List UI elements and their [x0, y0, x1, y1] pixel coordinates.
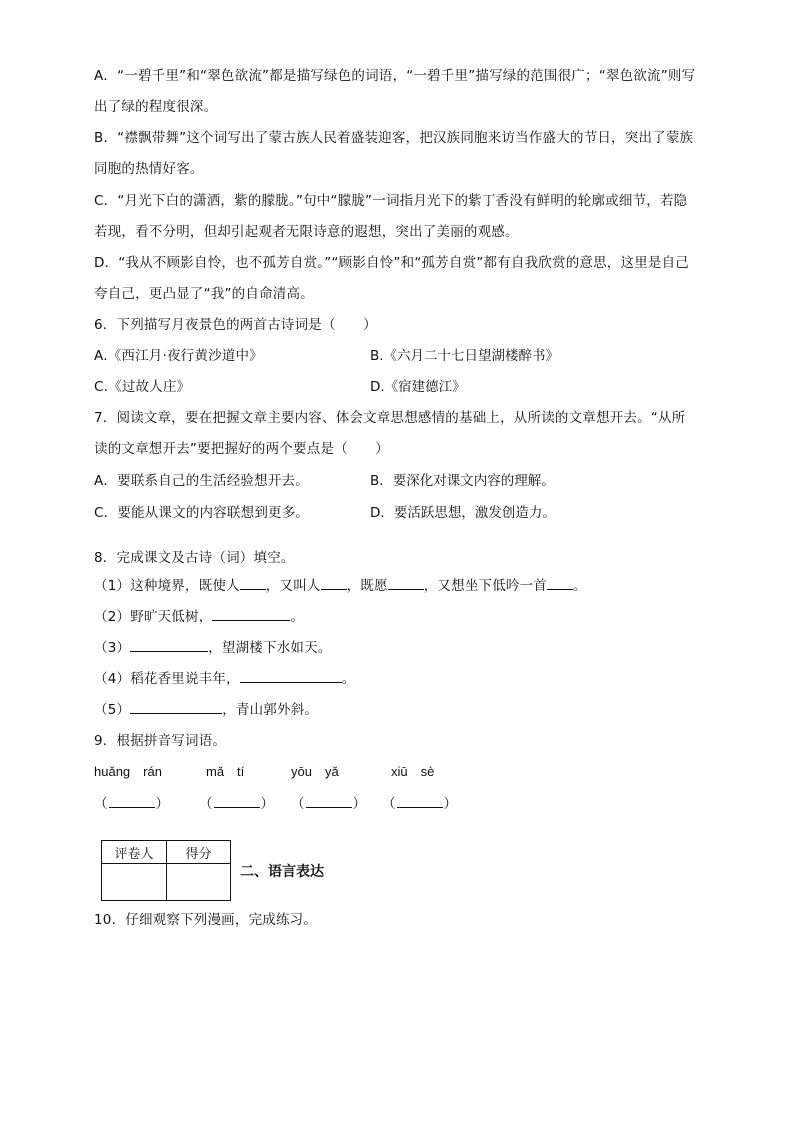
- score-table-score-cell[interactable]: [167, 864, 231, 901]
- q5-option-b-line2: 同胞的热情好客。: [94, 161, 204, 177]
- q8-item-1: [94, 576, 587, 596]
- q9-answer-2[interactable]: [199, 794, 274, 814]
- q8-item-2-blank[interactable]: [212, 608, 290, 621]
- q9-pinyin-row: [94, 762, 514, 782]
- score-table: [101, 840, 231, 901]
- q8-item-5-text-b: ，青山郭外斜。: [222, 702, 319, 718]
- q8-item-2: [94, 607, 304, 627]
- paren-close: ）: [352, 796, 366, 812]
- score-table-grader-cell[interactable]: [102, 864, 167, 901]
- q8-item-1-blank-2[interactable]: [321, 577, 347, 590]
- q8-item-1-text-b: ，又叫人: [265, 578, 321, 594]
- q9-answer-4[interactable]: [382, 794, 457, 814]
- q9-answer-row: [94, 794, 514, 814]
- q7-option-a: A．要联系自己的生活经验想开去。: [94, 473, 309, 489]
- q8-item-5-blank[interactable]: [130, 701, 222, 714]
- q5-option-c-line1: C．“月光下白的潇洒，紫的朦胧。”句中“朦胧”一词指月光下的紫丁香没有鲜明的轮廓或细节，若隐: [94, 193, 688, 209]
- answer-blank[interactable]: [397, 795, 443, 808]
- q8-item-4: [94, 669, 356, 689]
- q5-option-c-line2: 若现，看不分明，但却引起观者无限诗意的遐想，突出了美丽的观感。: [94, 224, 519, 240]
- q7-option-b: B．要深化对课文内容的理解。: [370, 473, 555, 489]
- answer-blank[interactable]: [109, 795, 155, 808]
- q8-item-5: [94, 700, 318, 720]
- q8-item-3-text-b: ，望湖楼下水如天。: [208, 640, 332, 656]
- paren-open: （: [94, 796, 108, 812]
- q8-item-3-text-a: （3）: [94, 640, 131, 656]
- q5-option-a-line2: 出了绿的程度很深。: [94, 99, 218, 115]
- paren-open: （: [382, 796, 396, 812]
- q8-item-1-blank-3[interactable]: [388, 577, 424, 590]
- answer-blank[interactable]: [214, 795, 260, 808]
- q6-stem: 6．下列描写月夜景色的两首古诗词是（ ）: [94, 317, 377, 333]
- q8-item-1-text-d: ，又想坐下低吟一首: [423, 578, 548, 594]
- paren-open: （: [291, 796, 305, 812]
- q8-stem: 8．完成课文及古诗（词）填空。: [94, 550, 295, 566]
- q8-item-2-text-b: 。: [290, 609, 305, 625]
- q8-item-1-text-c: ，既愿: [346, 578, 388, 594]
- answer-blank[interactable]: [306, 795, 352, 808]
- q9-pinyin-3: yōu yǎ: [291, 764, 339, 779]
- q9-stem: 9．根据拼音写词语。: [94, 733, 227, 749]
- q8-item-2-text-a: （2）野旷天低树，: [94, 609, 213, 625]
- q9-answer-1[interactable]: [94, 794, 169, 814]
- q7-option-d: D．要活跃思想，激发创造力。: [370, 505, 556, 521]
- q6-option-d: D.《宿建德江》: [370, 379, 466, 395]
- score-table-header-grader: 评卷人: [102, 841, 167, 864]
- q7-option-c: C．要能从课文的内容联想到更多。: [94, 505, 310, 521]
- q8-item-1-text-e: 。: [573, 578, 587, 594]
- q9-pinyin-2: mǎ tí: [206, 764, 245, 779]
- q8-item-1-text-a: （1）这种境界，既使人: [94, 578, 240, 594]
- q8-item-1-blank-4[interactable]: [547, 577, 573, 590]
- q5-option-d-line1: D．“我从不顾影自怜，也不孤芳自赏。”“顾影自怜”和“孤芳自赏”都有自我欣赏的意思，这里是自己: [94, 255, 690, 271]
- q5-option-b-line1: B．“襟飘带舞”这个词写出了蒙古族人民着盛装迎客，把汉族同胞来访当作盛大的节日，突出了蒙族: [94, 130, 694, 146]
- q8-item-5-text-a: （5）: [94, 702, 131, 718]
- q9-pinyin-4: xiū sè: [391, 764, 435, 779]
- q8-item-1-blank-1[interactable]: [240, 577, 266, 590]
- q8-item-4-text-a: （4）稻花香里说丰年，: [94, 671, 240, 687]
- q9-answer-3[interactable]: [291, 794, 366, 814]
- q5-option-d-line2: 夸自己，更凸显了“我”的自命清高。: [94, 286, 314, 302]
- q8-item-3-blank[interactable]: [130, 639, 208, 652]
- q7-stem-line1: 7．阅读文章，要在把握文章主要内容、体会文章思想感情的基础上，从所读的文章想开去。“从所: [94, 410, 686, 426]
- q10-stem: 10．仔细观察下列漫画，完成练习。: [94, 912, 318, 928]
- q5-option-a-line1: A．“一碧千里”和“翠色欲流”都是描写绿色的词语，“一碧千里”描写绿的范围很广；“翠色欲流”则写: [94, 68, 696, 84]
- paren-close: ）: [260, 796, 274, 812]
- q7-stem-line2: 读的文章想开去”要把握好的两个要点是（ ）: [94, 441, 389, 457]
- paren-close: ）: [155, 796, 169, 812]
- q6-option-a: A.《西江月·夜行黄沙道中》: [94, 348, 263, 364]
- score-table-header-score: 得分: [167, 841, 231, 864]
- section-title: 二、语言表达: [240, 864, 324, 880]
- paren-open: （: [199, 796, 213, 812]
- q8-item-4-blank[interactable]: [240, 670, 342, 683]
- q9-pinyin-1: huǎng rán: [94, 764, 162, 779]
- paren-close: ）: [443, 796, 457, 812]
- q8-item-4-text-b: 。: [341, 671, 356, 687]
- q6-option-c: C.《过故人庄》: [94, 379, 191, 395]
- q6-option-b: B.《六月二十七日望湖楼醉书》: [370, 348, 560, 364]
- q8-item-3: [94, 638, 332, 658]
